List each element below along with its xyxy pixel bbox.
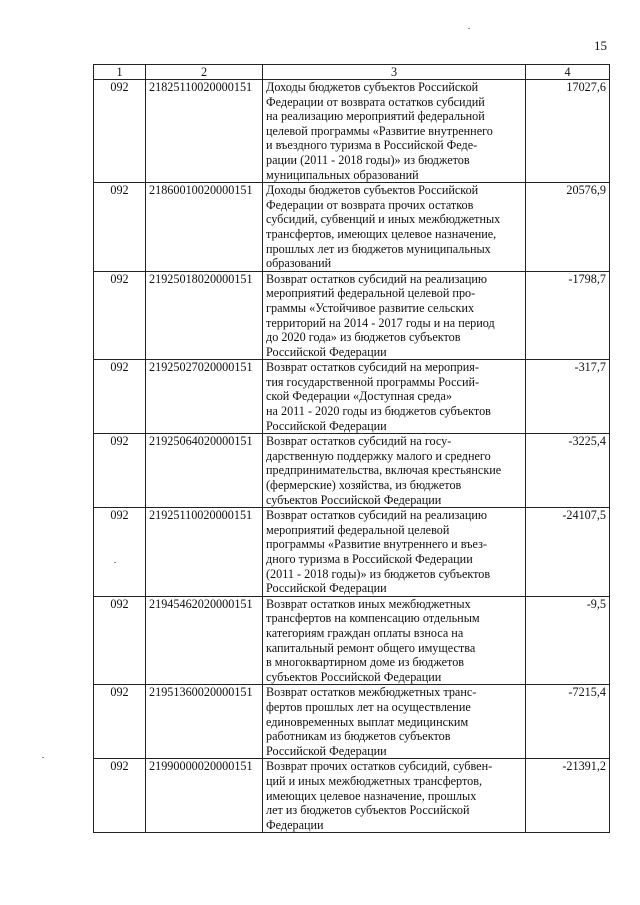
admin-code-cell: 092 [94,80,146,183]
description-cell: Доходы бюджетов субъектов Российской Федерации от возврата остатков субсидий на реализацию мероприятий федеральной целевой программы «Развитие внутреннего и въездного туризма в Российской Феде- рации (2011 - 2018 годы)» из бюджетов муниципальных образований [263,80,526,183]
amount-cell: -21391,2 [526,759,610,833]
description-cell: Возврат остатков субсидий на госу- дарственную поддержку малого и среднего предпринимательства, включая крестьянские (фермерские) хозяйства, из бюджетов субъектов Российской Федерации [263,434,526,508]
admin-code-cell: 092 [94,508,146,597]
column-header-3: 3 [263,65,526,80]
description-cell: Возврат прочих остатков субсидий, субвен- ций и иных межбюджетных трансфертов, имеющих целевое назначение, прошлых лет из бюджетов субъектов Российской Федерации [263,759,526,833]
budget-code-cell: 21925064020000151 [146,434,263,508]
description-cell: Возврат остатков субсидий на мероприя- тия государственной программы Россий- ской Федерации «Доступная среда» на 2011 - 2020 годы из бюджетов субъектов Российской Федерации [263,360,526,434]
admin-code-cell: 092 [94,271,146,360]
table-row [94,596,610,685]
table-row [94,508,610,597]
scan-speck [468,28,470,29]
amount-cell: 17027,6 [526,80,610,183]
description-cell: Возврат остатков субсидий на реализацию мероприятий федеральной целевой программы «Развитие внутреннего и въез- дного туризма в Российской Федерации (2011 - 2018 годы)» из бюджетов субъектов Российской Федерации [263,508,526,597]
table-row [94,80,610,183]
description-cell: Возврат остатков субсидий на реализацию мероприятий федеральной целевой про- граммы «Устойчивое развитие сельских территорий на 2014 - 2017 годы и на период до 2020 года» из бюджетов субъектов Российской Федерации [263,271,526,360]
amount-cell: -1798,7 [526,271,610,360]
amount-cell: -317,7 [526,360,610,434]
budget-code-cell: 21925027020000151 [146,360,263,434]
admin-code-cell: 092 [94,360,146,434]
budget-code-cell: 21925110020000151 [146,508,263,597]
budget-code-cell: 21825110020000151 [146,80,263,183]
amount-cell: -9,5 [526,596,610,685]
description-cell: Возврат остатков иных межбюджетных трансфертов на компенсацию отдельным категориям граждан оплаты взноса на капитальный ремонт общего имущества в многоквартирном доме из бюджетов субъектов Российской Федерации [263,596,526,685]
amount-cell: 20576,9 [526,183,610,272]
table-row [94,183,610,272]
amount-cell: -24107,5 [526,508,610,597]
budget-code-cell: 21860010020000151 [146,183,263,272]
amount-cell: -3225,4 [526,434,610,508]
budget-code-cell: 21925018020000151 [146,271,263,360]
table-row [94,360,610,434]
header-row [94,65,610,80]
budget-code-cell: 21945462020000151 [146,596,263,685]
table-row [94,271,610,360]
description-cell: Доходы бюджетов субъектов Российской Федерации от возврата прочих остатков субсидий, субвенций и иных межбюджетных трансфертов, имеющих целевое назначение, прошлых лет из бюджетов муниципальных образований [263,183,526,272]
admin-code-cell: 092 [94,685,146,759]
column-header-2: 2 [146,65,263,80]
scan-speck [42,757,44,758]
description-cell: Возврат остатков межбюджетных транс- фертов прошлых лет на осуществление единовременных выплат медицинским работникам из бюджетов субъектов Российской Федерации [263,685,526,759]
table-row [94,685,610,759]
admin-code-cell: 092 [94,183,146,272]
column-header-4: 4 [526,65,610,80]
admin-code-cell: 092 [94,596,146,685]
table-row [94,434,610,508]
budget-code-cell: 21990000020000151 [146,759,263,833]
scan-speck [114,562,116,563]
admin-code-cell: 092 [94,434,146,508]
admin-code-cell: 092 [94,759,146,833]
page-number: 15 [594,38,607,53]
table-row [94,759,610,833]
column-header-1: 1 [94,65,146,80]
budget-code-cell: 21951360020000151 [146,685,263,759]
budget-table [93,64,610,833]
amount-cell: -7215,4 [526,685,610,759]
